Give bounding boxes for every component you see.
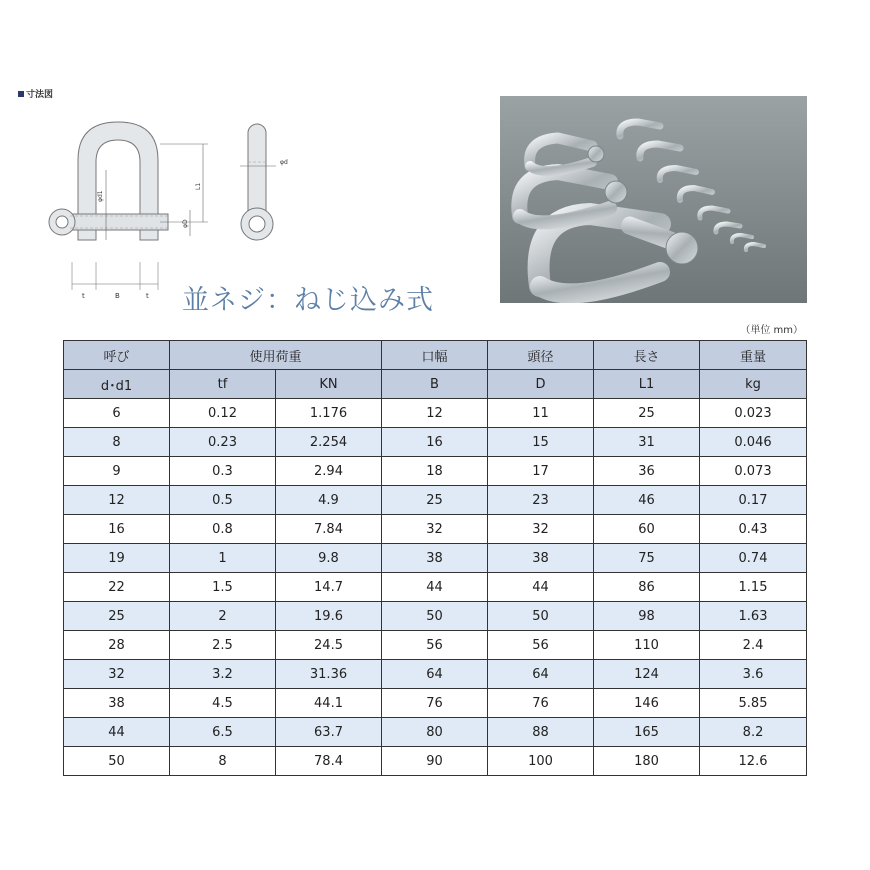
- table-cell: 12.6: [700, 747, 807, 776]
- section-label-text: 寸法図: [26, 90, 54, 100]
- table-cell: 2.94: [276, 457, 382, 486]
- table-cell: 64: [488, 660, 594, 689]
- table-cell: 2.4: [700, 631, 807, 660]
- table-cell: 8: [170, 747, 276, 776]
- table-cell: 12: [64, 486, 170, 515]
- table-cell: 6: [64, 399, 170, 428]
- table-row: [64, 573, 807, 602]
- header-opening-width: 口幅: [382, 341, 488, 370]
- table-cell: 0.046: [700, 428, 807, 457]
- table-cell: 124: [594, 660, 700, 689]
- table-cell: 44: [64, 718, 170, 747]
- table-cell: 76: [488, 689, 594, 718]
- unit-note: （単位 mm）: [740, 325, 803, 336]
- table-cell: 3.6: [700, 660, 807, 689]
- subheader-kn: KN: [276, 370, 382, 399]
- table-cell: 0.8: [170, 515, 276, 544]
- subheader-b: B: [382, 370, 488, 399]
- table-cell: 11: [488, 399, 594, 428]
- specification-table: [63, 340, 807, 776]
- label-D: φD: [182, 219, 189, 228]
- table-cell: 16: [64, 515, 170, 544]
- table-cell: 38: [64, 689, 170, 718]
- label-d-side: φd: [280, 159, 288, 166]
- table-cell: 0.12: [170, 399, 276, 428]
- table-cell: 44: [382, 573, 488, 602]
- shackle-body-side: [248, 124, 266, 220]
- table-row: [64, 399, 807, 428]
- table-row: [64, 747, 807, 776]
- subtitle: 並ネジ：ねじ込み式: [182, 285, 434, 316]
- table-row: [64, 544, 807, 573]
- table-cell: 25: [64, 602, 170, 631]
- table-row: [64, 631, 807, 660]
- table-cell: 19: [64, 544, 170, 573]
- label-B: B: [115, 292, 120, 300]
- table-cell: 6.5: [170, 718, 276, 747]
- table-cell: 165: [594, 718, 700, 747]
- shackle-pin-front: [64, 214, 168, 230]
- table-cell: 78.4: [276, 747, 382, 776]
- table-cell: 14.7: [276, 573, 382, 602]
- table-cell: 50: [382, 602, 488, 631]
- table-cell: 80: [382, 718, 488, 747]
- table-cell: 32: [64, 660, 170, 689]
- table-row: [64, 515, 807, 544]
- table-cell: 63.7: [276, 718, 382, 747]
- subheader-kg: kg: [700, 370, 807, 399]
- pin-eye-hole-side: [249, 216, 265, 232]
- table-cell: 50: [64, 747, 170, 776]
- table-cell: 2: [170, 602, 276, 631]
- table-cell: 25: [594, 399, 700, 428]
- table-cell: 15: [488, 428, 594, 457]
- table-cell: 24.5: [276, 631, 382, 660]
- subheader-l1: L1: [594, 370, 700, 399]
- shackle-product-photo: [500, 96, 807, 303]
- table-cell: 0.74: [700, 544, 807, 573]
- table-cell: 32: [488, 515, 594, 544]
- table-cell: 44: [488, 573, 594, 602]
- table-cell: 22: [64, 573, 170, 602]
- subheader-d-d1: d･d1: [64, 370, 170, 399]
- header-weight: 重量: [700, 341, 807, 370]
- table-row: [64, 602, 807, 631]
- table-cell: 75: [594, 544, 700, 573]
- table-cell: 90: [382, 747, 488, 776]
- table-row: [64, 689, 807, 718]
- table-cell: 17: [488, 457, 594, 486]
- table-cell: 0.073: [700, 457, 807, 486]
- label-d1: φd1: [97, 190, 104, 202]
- table-cell: 180: [594, 747, 700, 776]
- table-cell: 1.176: [276, 399, 382, 428]
- label-t-right: t: [146, 292, 149, 300]
- table-cell: 1.5: [170, 573, 276, 602]
- table-cell: 7.84: [276, 515, 382, 544]
- table-cell: 5.85: [700, 689, 807, 718]
- table-cell: 23: [488, 486, 594, 515]
- table-cell: 44.1: [276, 689, 382, 718]
- table-cell: 1.63: [700, 602, 807, 631]
- table-cell: 56: [488, 631, 594, 660]
- table-cell: 25: [382, 486, 488, 515]
- table-cell: 9.8: [276, 544, 382, 573]
- table-header-row-sub: [64, 370, 807, 399]
- subheader-tf: tf: [170, 370, 276, 399]
- table-cell: 0.23: [170, 428, 276, 457]
- table-row: [64, 660, 807, 689]
- table-cell: 31.36: [276, 660, 382, 689]
- table-cell: 0.3: [170, 457, 276, 486]
- table-cell: 2.254: [276, 428, 382, 457]
- table-cell: 0.17: [700, 486, 807, 515]
- header-head-diameter: 頭径: [488, 341, 594, 370]
- table-cell: 0.5: [170, 486, 276, 515]
- section-label: [18, 87, 53, 100]
- table-cell: 60: [594, 515, 700, 544]
- label-t-left: t: [82, 292, 85, 300]
- table-cell: 3.2: [170, 660, 276, 689]
- table-cell: 36: [594, 457, 700, 486]
- table-cell: 56: [382, 631, 488, 660]
- table-cell: 38: [488, 544, 594, 573]
- table-row: [64, 718, 807, 747]
- table-cell: 1.15: [700, 573, 807, 602]
- table-cell: 0.023: [700, 399, 807, 428]
- table-cell: 50: [488, 602, 594, 631]
- header-nominal: 呼び: [64, 341, 170, 370]
- table-cell: 98: [594, 602, 700, 631]
- table-header-row-top: [64, 341, 807, 370]
- table-cell: 0.43: [700, 515, 807, 544]
- header-working-load: 使用荷重: [170, 341, 382, 370]
- label-L1: L1: [195, 182, 202, 190]
- table-cell: 38: [382, 544, 488, 573]
- table-cell: 88: [488, 718, 594, 747]
- table-cell: 18: [382, 457, 488, 486]
- table-cell: 28: [64, 631, 170, 660]
- table-row: [64, 428, 807, 457]
- table-cell: 146: [594, 689, 700, 718]
- square-bullet-icon: [18, 91, 24, 97]
- table-cell: 4.9: [276, 486, 382, 515]
- table-cell: 19.6: [276, 602, 382, 631]
- table-cell: 8.2: [700, 718, 807, 747]
- pin-eye-hole-front: [56, 216, 68, 228]
- header-length: 長さ: [594, 341, 700, 370]
- table-cell: 64: [382, 660, 488, 689]
- table-row: [64, 486, 807, 515]
- table-cell: 2.5: [170, 631, 276, 660]
- table-cell: 1: [170, 544, 276, 573]
- table-row: [64, 457, 807, 486]
- table-cell: 31: [594, 428, 700, 457]
- table-cell: 86: [594, 573, 700, 602]
- table-cell: 8: [64, 428, 170, 457]
- table-cell: 46: [594, 486, 700, 515]
- table-cell: 9: [64, 457, 170, 486]
- table-cell: 76: [382, 689, 488, 718]
- table-cell: 4.5: [170, 689, 276, 718]
- subheader-d: D: [488, 370, 594, 399]
- table-body: [64, 399, 807, 776]
- table-cell: 32: [382, 515, 488, 544]
- table-cell: 12: [382, 399, 488, 428]
- table-cell: 100: [488, 747, 594, 776]
- table-cell: 16: [382, 428, 488, 457]
- table-cell: 110: [594, 631, 700, 660]
